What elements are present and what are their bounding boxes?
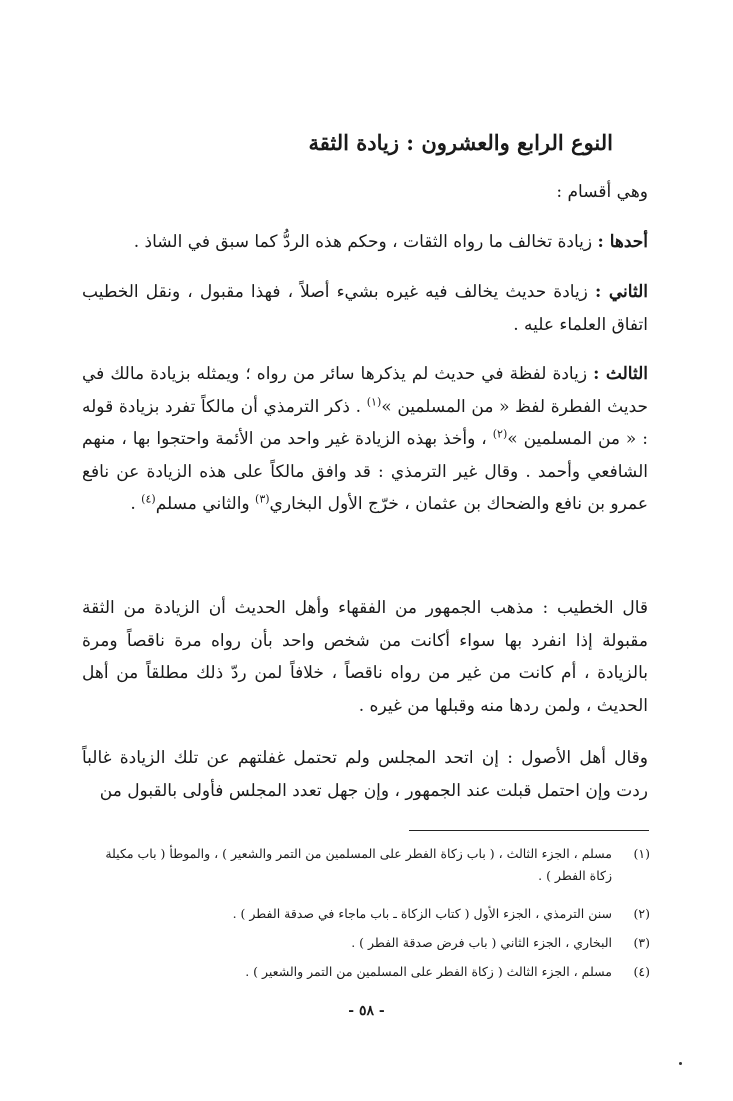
- footnote-text: مسلم ، الجزء الثالث ( زكاة الفطر على المسلمين من التمر والشعير ) .: [245, 964, 612, 979]
- footnote-1: [80, 843, 650, 887]
- footnote-ref[interactable]: (١): [366, 394, 382, 408]
- footnote-3: [80, 932, 650, 954]
- footnote-2: [80, 903, 650, 925]
- paragraph-text: . ذكر الترمذي أن مالكاً تفرد بزيادة قوله : « من المسلمين »: [82, 396, 648, 449]
- paragraph-text: زيادة حديث يخالف فيه غيره بشيء أصلاً ، فهذا مقبول ، ونقل الخطيب اتفاق العلماء عليه .: [82, 282, 648, 335]
- footnote-text: البخاري ، الجزء الثاني ( باب فرض صدقة الفطر ) .: [351, 935, 612, 950]
- paragraph-lead: الثالث :: [593, 364, 649, 384]
- footnote-number: (٣): [633, 935, 650, 950]
- footnote-ref[interactable]: (٤): [141, 492, 156, 506]
- paragraph-third: [82, 358, 648, 521]
- footnote-4: [80, 961, 650, 983]
- footnote-number: (١): [633, 846, 650, 861]
- paragraph-text: .: [130, 494, 142, 514]
- page-number: - ٥٨ -: [348, 1003, 385, 1019]
- paragraph-text: زيادة تخالف ما رواه الثقات ، وحكم هذه الردُّ كما سبق في الشاذ .: [133, 232, 598, 252]
- paragraph-lead: أحدها :: [597, 232, 648, 252]
- footnote-text: مسلم ، الجزء الثالث ، ( باب زكاة الفطر على المسلمين من التمر والشعير ) ، والموطأ ( باب مكيلة: [105, 846, 612, 861]
- footnote-text-continuation: زكاة الفطر ) .: [538, 868, 612, 883]
- paragraph-fourth: قال الخطيب : مذهب الجمهور من الفقهاء وأهل الحديث أن الزيادة من الثقة مقبولة إذا انفرد بها سواء أكانت من شخص واحد بأن رواه مرة ناقصاً ومرة بالزيادة ، أم كانت من غير من رواه ناقصاً ، خلافاً لمن ردّ ذلك مطلقاً من أهل الحديث ، ولمن ردها منه وقبلها من غيره .: [82, 598, 648, 716]
- paragraph-first: [82, 226, 648, 259]
- footnote-number: (٢): [633, 906, 650, 921]
- scan-speck: [679, 1062, 682, 1065]
- paragraph-text: زيادة لفظة في حديث لم يذكرها سائر من رواه ؛ ويمثله بزيادة مالك في حديث الفطرة لفظ « من المسلمين »: [82, 364, 649, 417]
- paragraph-text: والثاني مسلم: [155, 494, 256, 514]
- footnote-text: سنن الترمذي ، الجزء الأول ( كتاب الزكاة ـ باب ماجاء في صدقة الفطر ) .: [232, 906, 612, 921]
- footnote-ref[interactable]: (٣): [255, 492, 270, 506]
- paragraph-text: ، وأخذ بهذه الزيادة غير واحد من الأئمة واحتجوا بها ، منهم الشافعي وأحمد . وقال غير الترمذي : قد وافق مالكاً على هذه الزيادة عن نافع عمرو بن نافع والضحاك بن عثمان ، خرّج الأول البخاري: [82, 429, 648, 514]
- footnote-divider: [409, 830, 649, 831]
- intro-line: وهي أقسام :: [556, 182, 648, 202]
- footnote-ref[interactable]: (٢): [492, 427, 508, 441]
- section-title: النوع الرابع والعشرون : زيادة الثقة: [308, 130, 613, 155]
- paragraph-lead: الثاني :: [594, 282, 648, 302]
- paragraph-second: [82, 276, 648, 341]
- footnote-number: (٤): [633, 964, 650, 979]
- paragraph-fifth: وقال أهل الأصول : إن اتحد المجلس ولم تحتمل غفلتهم عن تلك الزيادة غالباً ردت وإن احتمل قبلت عند الجمهور ، وإن جهل تعدد المجلس فأولى بالقبول من: [82, 748, 648, 801]
